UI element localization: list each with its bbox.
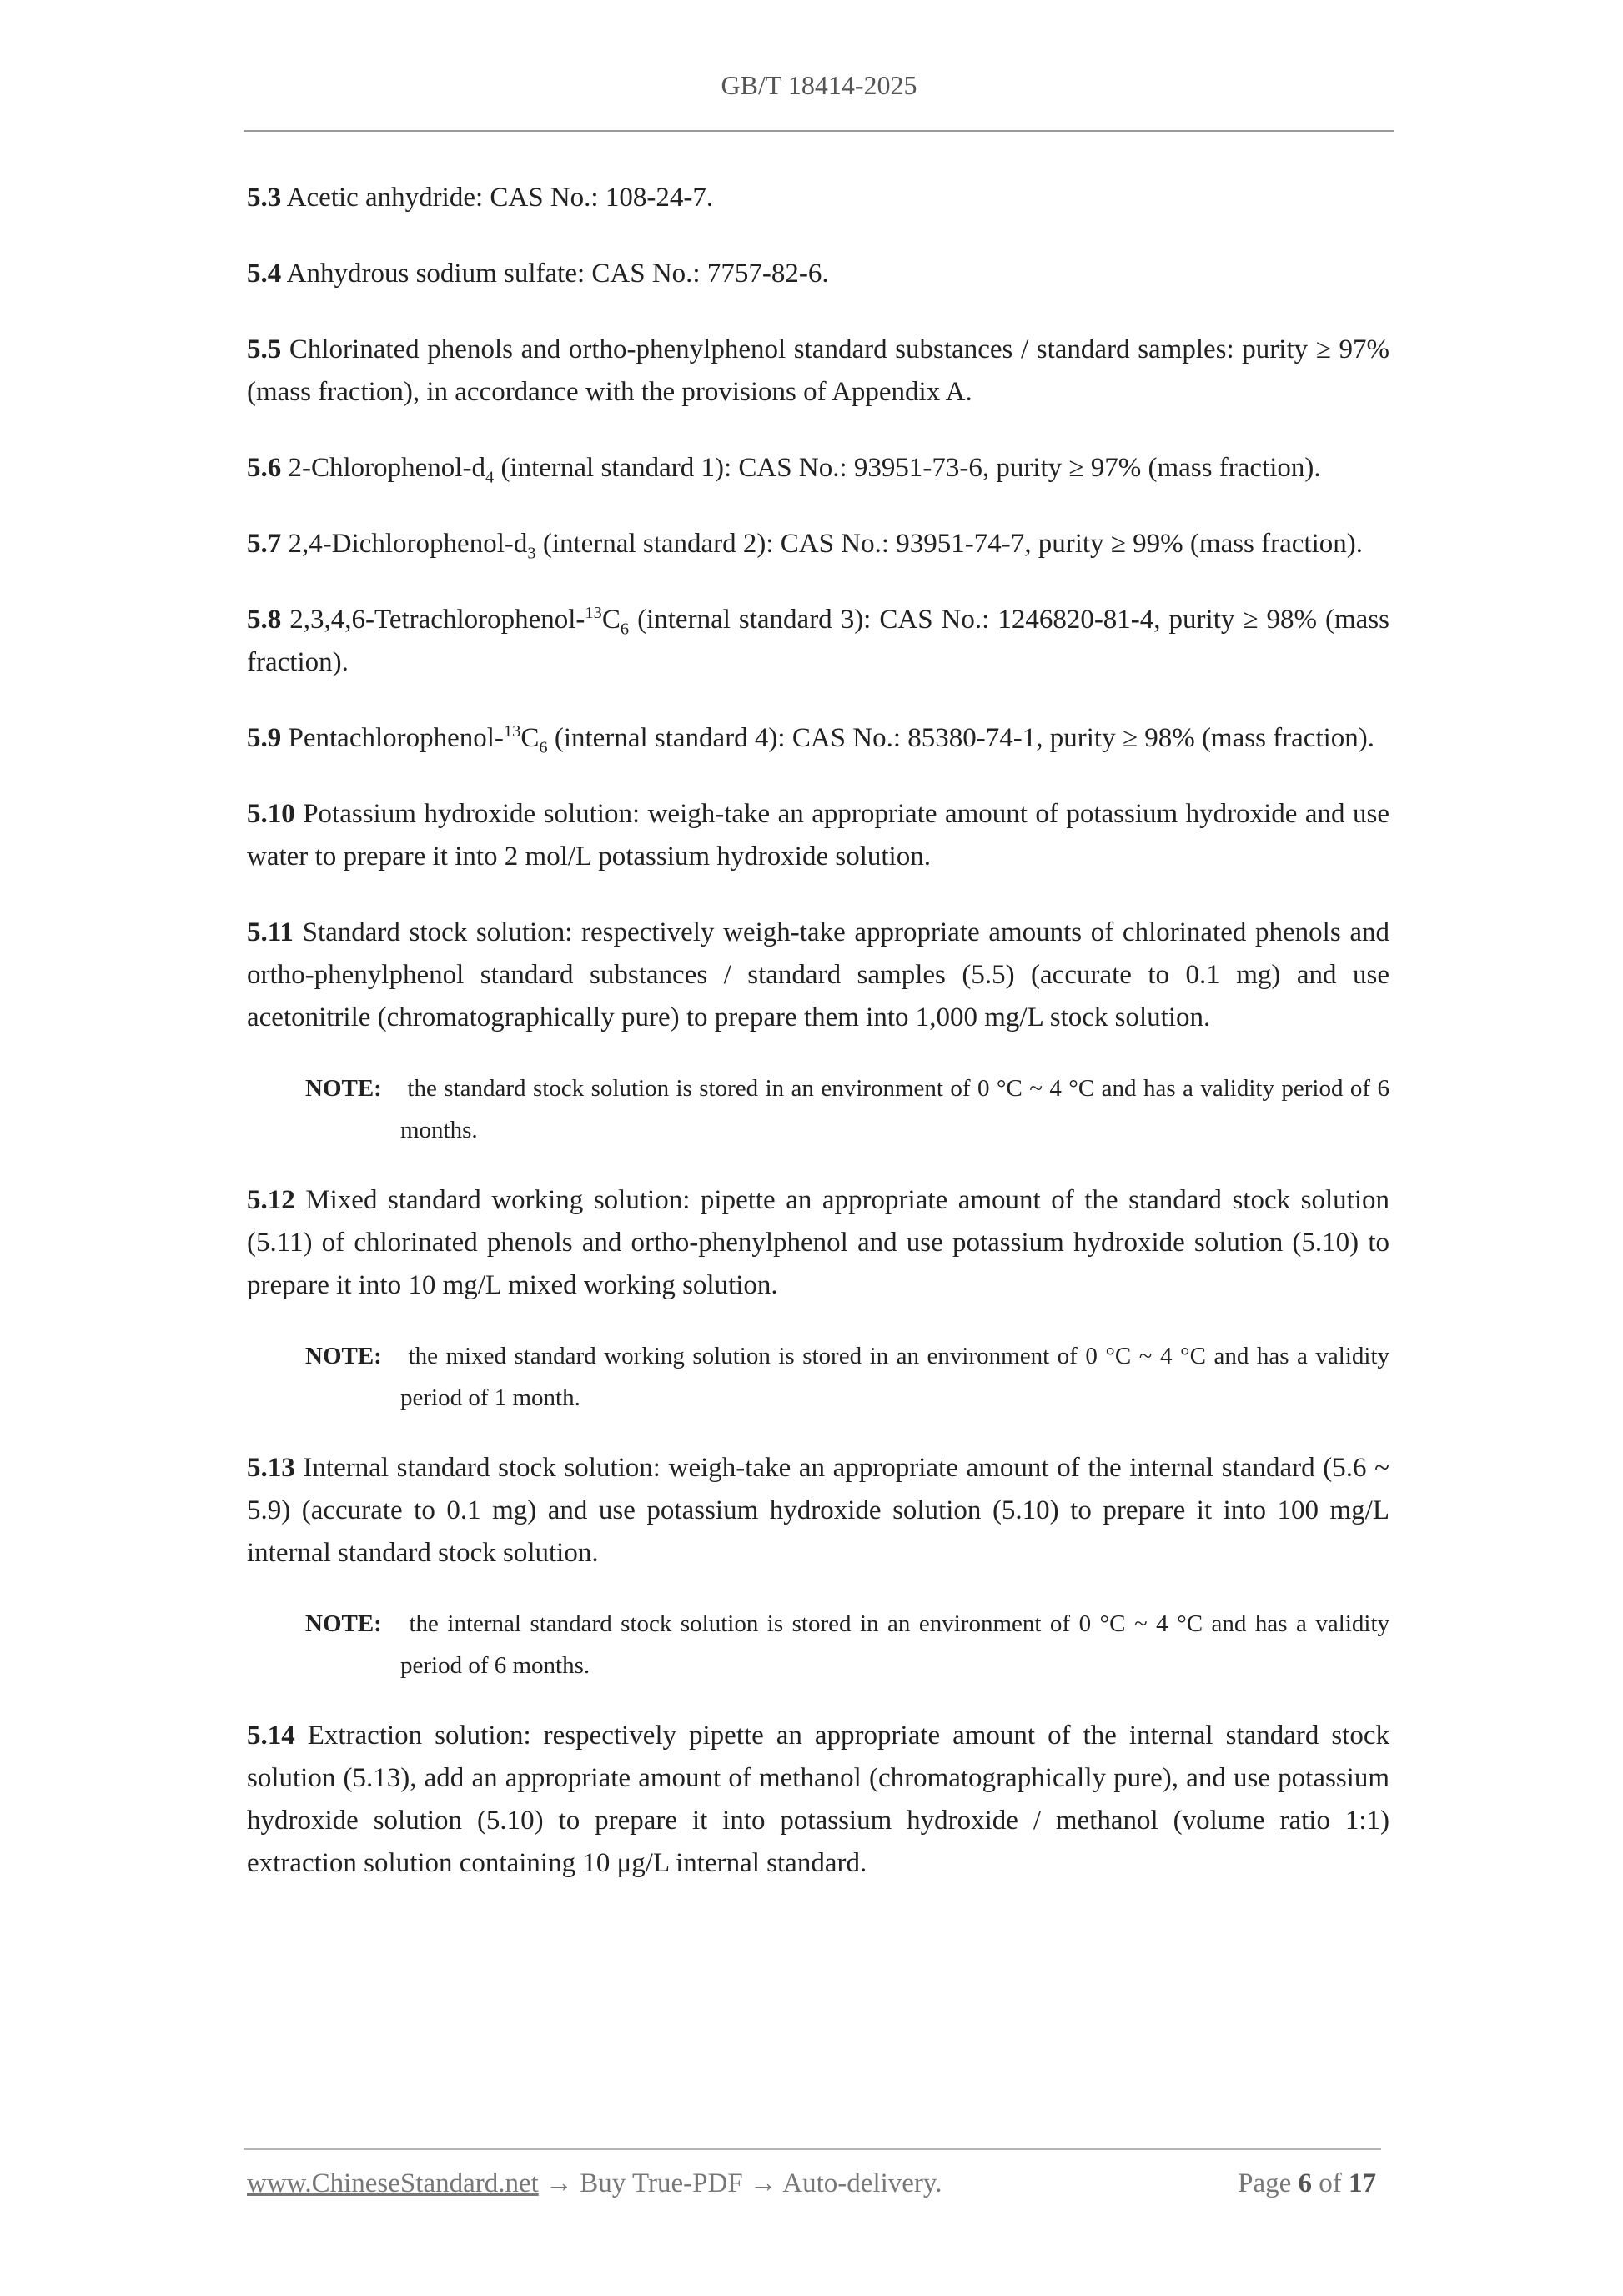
clause-number: 5.7 <box>247 529 282 559</box>
clause-text: Acetic anhydride: CAS No.: 108-24-7. <box>281 183 714 213</box>
subscript: 4 <box>485 468 495 487</box>
arrow-right-icon: → <box>545 2168 574 2198</box>
note-label: NOTE: <box>305 1075 382 1102</box>
clause-5-8 <box>247 599 1389 684</box>
clause-number: 5.11 <box>247 917 294 947</box>
clause-text: Pentachlorophenol- <box>281 723 504 753</box>
document-body <box>247 177 1389 1918</box>
clause-text: (internal standard 2): CAS No.: 93951-74-7, purity ≥ 99% (mass fraction). <box>535 529 1363 559</box>
clause-number: 5.10 <box>247 799 295 829</box>
clause-text: (internal standard 1): CAS No.: 93951-73-6, purity ≥ 97% (mass fraction). <box>494 453 1321 483</box>
note-5-11 <box>305 1068 1389 1151</box>
clause-number: 5.9 <box>247 723 282 753</box>
page-label: Page <box>1238 2168 1292 2198</box>
clause-text: Extraction solution: respectively pipette an appropriate amount of the internal standard stock solution (5.13), add an appropriate amount of methanol (chromatographically pure), and use potassium hydroxide solution (5.10) to prepare it into potassium hydroxide / methanol (volume ratio 1:1) extraction solution containing 10 μg/L internal standard. <box>247 1721 1389 1878</box>
clause-5-12 <box>247 1179 1389 1307</box>
superscript: 13 <box>585 604 602 622</box>
clause-5-7 <box>247 523 1389 565</box>
clause-text: 2-Chlorophenol-d <box>281 453 485 483</box>
clause-text: 2,4-Dichlorophenol-d <box>281 529 528 559</box>
footer-divider <box>244 2148 1381 2150</box>
clause-number: 5.14 <box>247 1721 295 1751</box>
clause-5-10 <box>247 793 1389 878</box>
clause-number: 5.13 <box>247 1453 295 1483</box>
note-text: the standard stock solution is stored in an environment of 0 °C ~ 4 °C and has a validity period of 6 months. <box>400 1075 1389 1143</box>
page-total: 17 <box>1349 2168 1376 2198</box>
clause-5-4 <box>247 253 1389 295</box>
clause-text: C <box>520 723 540 753</box>
clause-5-9 <box>247 717 1389 760</box>
clause-text: Potassium hydroxide solution: weigh-take an appropriate amount of potassium hydroxide and use water to prepare it into 2 mol/L potassium hydroxide solution. <box>247 799 1389 872</box>
clause-number: 5.8 <box>247 605 282 635</box>
footer-promo <box>247 2168 942 2199</box>
clause-5-5 <box>247 329 1389 414</box>
clause-number: 5.3 <box>247 183 282 213</box>
subscript: 6 <box>539 738 548 757</box>
clause-5-14 <box>247 1715 1389 1885</box>
clause-text: Internal standard stock solution: weigh-take an appropriate amount of the internal standard (5.6 ~ 5.9) (accurate to 0.1 mg) and use potassium hydroxide solution (5.10) to prepare it into 100 mg/L internal standard stock solution. <box>247 1453 1389 1568</box>
note-5-12 <box>305 1335 1389 1419</box>
clause-text: Chlorinated phenols and ortho-phenylphenol standard substances / standard samples: purity ≥ 97% (mass fraction), in accordance with the provisions of Appendix A. <box>247 334 1389 407</box>
clause-text: (internal standard 4): CAS No.: 85380-74-1, purity ≥ 98% (mass fraction). <box>547 723 1375 753</box>
note-5-13 <box>305 1603 1389 1686</box>
clause-text: C <box>601 605 621 635</box>
clause-5-3 <box>247 177 1389 219</box>
note-text: the mixed standard working solution is stored in an environment of 0 °C ~ 4 °C and has a validity period of 1 month. <box>400 1343 1389 1411</box>
subscript: 3 <box>527 544 536 563</box>
clause-text: Anhydrous sodium sulfate: CAS No.: 7757-82-6. <box>281 259 829 289</box>
page-header-title: GB/T 18414-2025 <box>721 70 917 100</box>
clause-5-6 <box>247 447 1389 490</box>
clause-number: 5.6 <box>247 453 282 483</box>
note-label: NOTE: <box>305 1610 382 1637</box>
clause-text: 2,3,4,6-Tetrachlorophenol- <box>281 605 585 635</box>
clause-text: Mixed standard working solution: pipette an appropriate amount of the standard stock solution (5.11) of chlorinated phenols and ortho-phenylphenol and use potassium hydroxide solution (5.10) to prepare it into 10 mg/L mixed working solution. <box>247 1185 1389 1300</box>
clause-text: Standard stock solution: respectively weigh-take appropriate amounts of chlorinated phenols and ortho-phenylphenol standard substances / standard samples (5.5) (accurate to 0.1 mg) and use acetonitrile (chromatographically pure) to prepare them into 1,000 mg/L stock solution. <box>247 917 1389 1032</box>
clause-5-11 <box>247 912 1389 1039</box>
footer-delivery-text: Auto-delivery. <box>776 2168 942 2198</box>
superscript: 13 <box>503 722 521 741</box>
subscript: 6 <box>620 620 630 639</box>
footer-buy-text: Buy True-PDF <box>573 2168 750 2198</box>
clause-number: 5.12 <box>247 1185 295 1215</box>
note-label: NOTE: <box>305 1343 382 1369</box>
header-divider <box>244 130 1394 132</box>
page-number: 6 <box>1298 2168 1312 2198</box>
of-label: of <box>1319 2168 1342 2198</box>
arrow-right-icon: → <box>749 2168 777 2198</box>
note-text: the internal standard stock solution is stored in an environment of 0 °C ~ 4 °C and has a validity period of 6 months. <box>400 1610 1389 1679</box>
clause-5-13 <box>247 1447 1389 1575</box>
clause-text: (internal standard 3): CAS No.: 1246820-81-4, purity ≥ 98% (mass fraction). <box>247 605 1389 677</box>
page-indicator <box>1238 2168 1376 2199</box>
clause-number: 5.5 <box>247 334 282 364</box>
website-link[interactable]: www.ChineseStandard.net <box>247 2168 539 2198</box>
clause-number: 5.4 <box>247 259 282 289</box>
